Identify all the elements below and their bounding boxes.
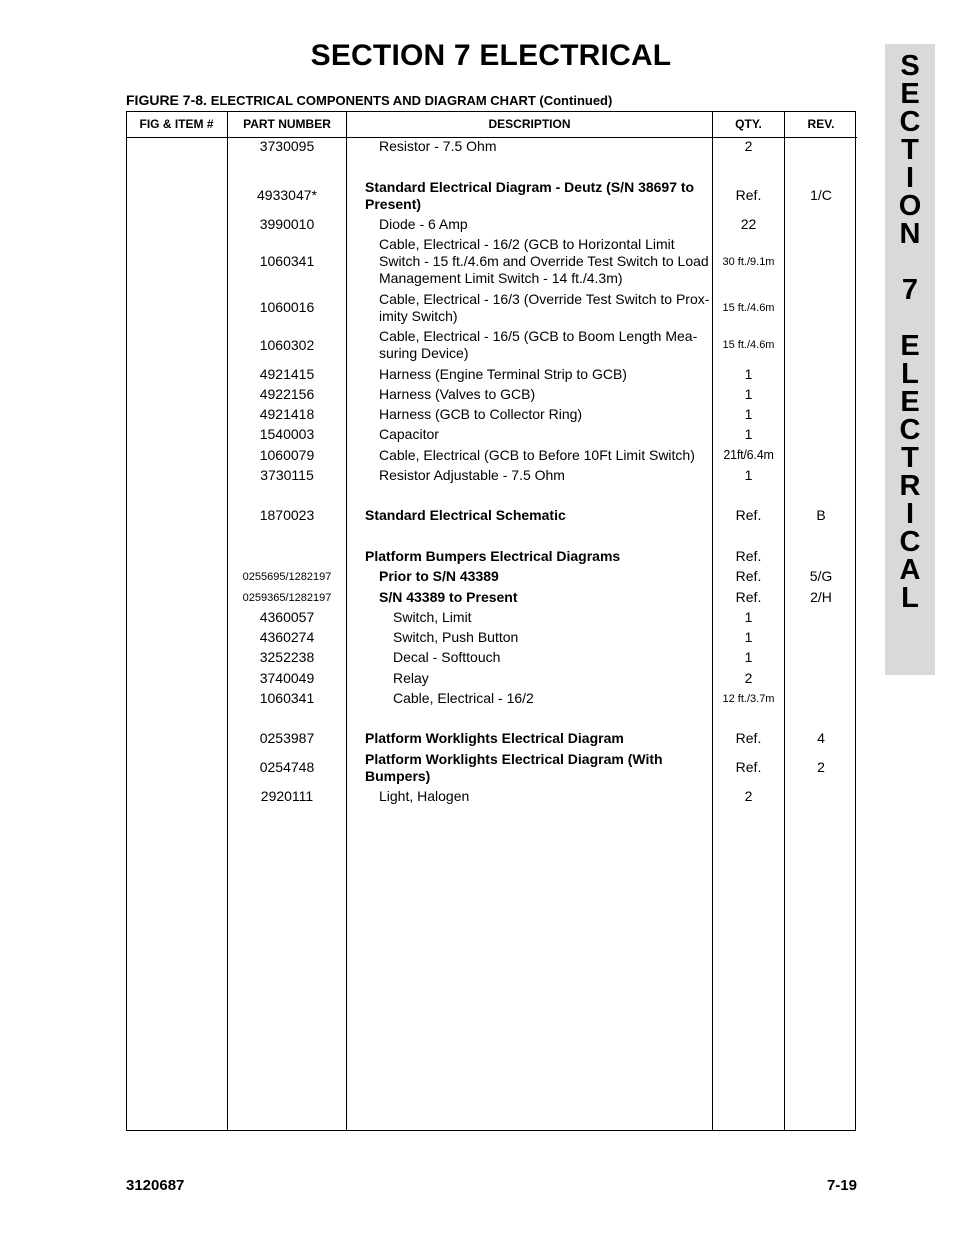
side-tab-char: E [900,386,920,418]
quantity: Ref. [735,507,762,523]
quantity: 1 [744,386,753,402]
part-number: 0254748 [259,759,315,775]
revision: 4 [817,730,825,746]
description: Cable, Electrical - 16/2 [393,690,534,706]
part-number: 1870023 [259,507,315,523]
description: Platform Worklights Electrical Diagram [365,730,624,746]
side-tab-char: S [900,50,920,82]
description: Capacitor [379,426,439,442]
quantity: 1 [744,629,753,645]
quantity: 15 ft./4.6m [722,339,775,351]
description: Cable, Electrical - 16/3 (Override Test Switch to Prox-imity Switch) [379,291,710,324]
part-number: 4921418 [259,406,315,422]
column-header-qty: QTY. [735,117,762,131]
section-title: SECTION 7 ELECTRICAL [310,39,672,72]
side-tab-char: L [901,358,919,390]
quantity: 12 ft./3.7m [722,693,775,705]
part-number: 0253987 [259,730,315,746]
part-number: 1060016 [259,299,315,315]
side-tab-char: E [900,78,920,110]
part-number: 3730115 [260,467,314,483]
description: Decal - Softtouch [393,649,501,665]
part-number: 2920111 [260,788,314,804]
part-number: 4360274 [259,629,315,645]
side-tab-char: N [899,218,921,250]
part-number: 1060341 [259,253,315,269]
description: S/N 43389 to Present [379,589,518,605]
part-number: 1060302 [259,337,315,353]
side-tab-char: C [899,106,921,138]
side-tab-char: I [905,498,915,530]
side-tab-char: C [899,414,921,446]
side-tab-char: L [901,582,919,614]
figure-title: ELECTRICAL COMPONENTS AND DIAGRAM CHART (Continued) [210,93,613,108]
column-header-fig: FIG & ITEM # [139,117,214,131]
description: Cable, Electrical - 16/5 (GCB to Boom Length Mea-suring Device) [379,328,698,361]
description: Standard Electrical Diagram - Deutz (S/N 38697 to Present) [365,179,695,212]
revision: B [816,507,826,523]
description: Resistor - 7.5 Ohm [379,138,497,154]
quantity: 1 [744,426,753,442]
quantity: Ref. [735,759,762,775]
part-number: 3730095 [259,138,315,154]
part-number: 1060079 [259,447,315,463]
side-tab-char: R [899,470,921,502]
side-tab-char: 7 [901,274,919,306]
description: Light, Halogen [379,788,470,804]
quantity: 2 [744,670,753,686]
description: Cable, Electrical (GCB to Before 10Ft Limit Switch) [379,447,695,463]
part-number: 3740049 [259,670,315,686]
side-tab-char: I [905,162,915,194]
side-tab-char: O [898,190,922,222]
quantity: 1 [744,366,753,382]
part-number: 0259365/1282197 [242,592,332,604]
quantity: 1 [744,406,753,422]
page-number: 7-19 [826,1177,857,1194]
document-number: 3120687 [126,1177,185,1194]
quantity: 1 [744,467,753,483]
quantity: Ref. [735,568,762,584]
side-tab-char: A [899,554,921,586]
quantity: 22 [740,216,757,232]
description: Switch, Limit [393,609,472,625]
part-number: 3990010 [259,216,315,232]
side-tab-char: E [900,330,920,362]
quantity: Ref. [735,548,762,564]
side-tab-char: T [901,442,919,474]
quantity: 2 [744,138,753,154]
revision: 2/H [810,589,832,605]
description: Platform Bumpers Electrical Diagrams [365,548,621,564]
part-number: 4360057 [259,609,315,625]
description: Platform Worklights Electrical Diagram (With Bumpers) [365,751,663,784]
description: Harness (Engine Terminal Strip to GCB) [379,366,627,382]
quantity: Ref. [735,730,762,746]
quantity: 1 [744,649,753,665]
column-header-part-number: PART NUMBER [243,117,331,131]
description: Prior to S/N 43389 [379,568,499,584]
side-tab-char: T [901,134,919,166]
description: Switch, Push Button [393,629,519,645]
column-header-description: DESCRIPTION [488,117,571,131]
revision: 2 [817,759,825,775]
part-number: 1060341 [259,690,315,706]
quantity: 15 ft./4.6m [722,302,775,314]
part-number: 1540003 [259,426,315,442]
description: Harness (Valves to GCB) [379,386,536,402]
description: Diode - 6 Amp [379,216,468,232]
part-number: 0255695/1282197 [242,571,332,583]
figure-label: FIGURE 7-8. [126,92,207,108]
description: Resistor Adjustable - 7.5 Ohm [379,467,565,483]
quantity: Ref. [735,589,762,605]
quantity: 2 [744,788,753,804]
column-header-rev: REV. [807,117,835,131]
part-number: 4921415 [259,366,315,382]
quantity: Ref. [735,187,762,203]
part-number: 4933047* [257,187,317,203]
part-number: 3252238 [259,649,315,665]
quantity: 30 ft./9.1m [722,256,775,268]
side-tab-char: C [899,526,921,558]
quantity: 21ft/6.4m [723,448,774,462]
description: Harness (GCB to Collector Ring) [379,406,583,422]
part-number: 4922156 [259,386,315,402]
revision: 5/G [809,568,833,584]
description: Relay [393,670,429,686]
revision: 1/C [810,187,832,203]
description: Cable, Electrical - 16/2 (GCB to Horizontal Limit Switch - 15 ft./4.6m and Override Test Switch to Load Management Limit Switch - 14 ft./4.3m) [379,236,709,286]
quantity: 1 [744,609,753,625]
description: Standard Electrical Schematic [365,507,566,523]
